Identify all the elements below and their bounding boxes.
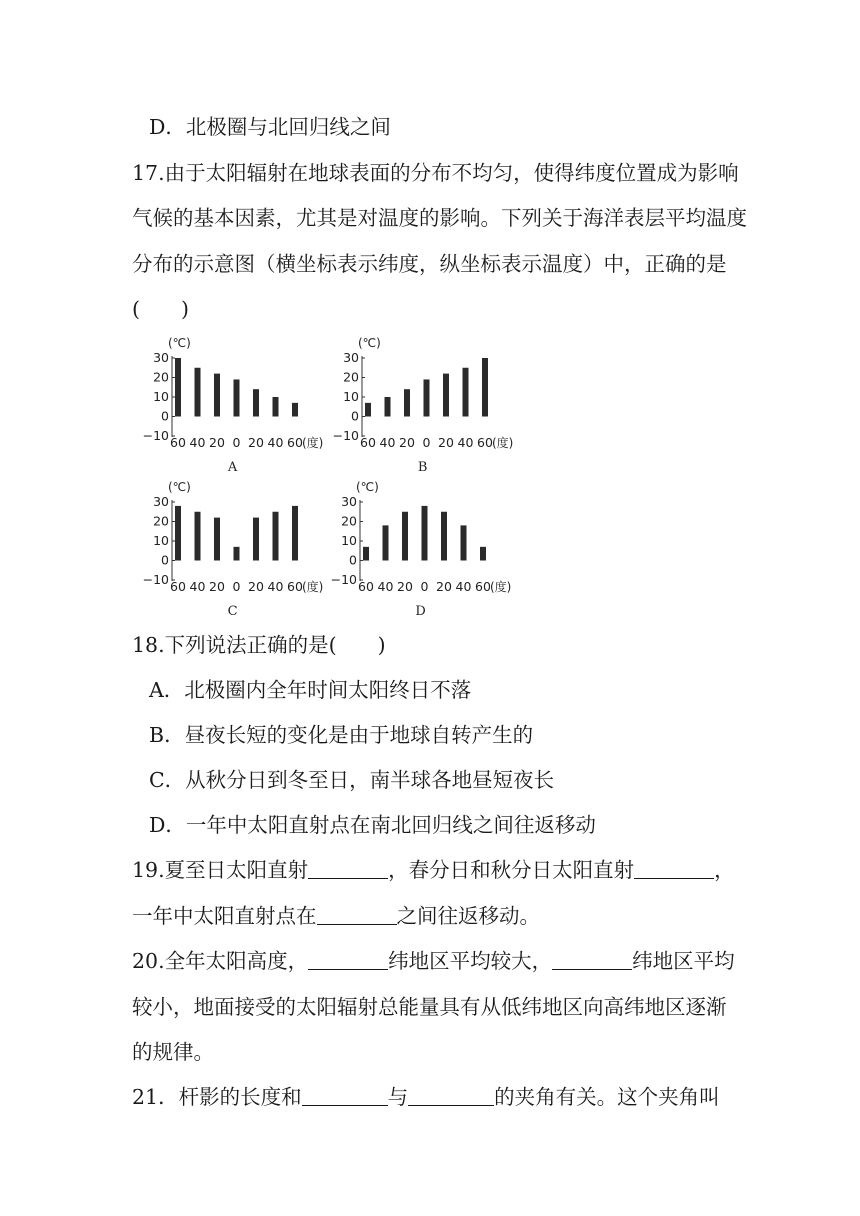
chart-c bbox=[132, 474, 322, 624]
y-tick-label: 20 bbox=[153, 369, 169, 385]
bar-6 bbox=[482, 358, 488, 417]
chart-a-svg bbox=[132, 330, 322, 480]
x-tick-label: 40 bbox=[267, 579, 284, 594]
chart-option-letter: D bbox=[415, 604, 426, 619]
bar-2 bbox=[214, 518, 220, 561]
x-tick-label: 40 bbox=[189, 579, 206, 594]
x-tick-label: 0 bbox=[420, 579, 429, 594]
y-axis-unit-label: (℃) bbox=[168, 336, 191, 350]
q17-stem-line-1: 17.由于太阳辐射在地球表面的分布不均匀，使得纬度位置成为影响 bbox=[132, 161, 739, 185]
x-axis-unit-label: (度) bbox=[492, 436, 514, 450]
y-tick-label: 0 bbox=[349, 552, 357, 568]
q18-option-c: C．从秋分日到冬至日，南半球各地昼短夜长 bbox=[149, 768, 555, 792]
x-tick-label: 40 bbox=[267, 435, 284, 450]
bar-1 bbox=[383, 525, 389, 560]
x-axis-unit-label: (度) bbox=[302, 436, 324, 450]
x-tick-label: 60 bbox=[287, 579, 303, 594]
y-tick-label: −10 bbox=[332, 428, 359, 443]
y-axis-unit-label: (℃) bbox=[168, 480, 191, 494]
x-tick-label: 40 bbox=[189, 435, 206, 450]
bar-2 bbox=[402, 512, 408, 561]
bar-4 bbox=[253, 518, 259, 561]
x-tick-label: 60 bbox=[360, 435, 376, 450]
bar-5 bbox=[463, 368, 469, 417]
x-axis-unit-label: (度) bbox=[302, 580, 324, 594]
q19-text-3: ， bbox=[714, 858, 735, 882]
bar-4 bbox=[441, 512, 447, 561]
chart-d-svg bbox=[320, 474, 510, 624]
y-tick-label: 10 bbox=[343, 389, 359, 404]
x-tick-label: 60 bbox=[477, 435, 493, 450]
q18-option-b: B．昼夜长短的变化是由于地球自转产生的 bbox=[149, 723, 534, 747]
y-axis-unit-label: (℃) bbox=[356, 480, 379, 494]
bar-3 bbox=[424, 379, 430, 416]
bar-5 bbox=[273, 397, 279, 417]
y-tick-label: 10 bbox=[341, 533, 357, 548]
bar-5 bbox=[461, 525, 467, 560]
q19-text-5: 之间往返移动。 bbox=[396, 904, 540, 928]
bar-3 bbox=[234, 379, 240, 416]
y-tick-label: 10 bbox=[153, 533, 169, 548]
y-tick-label: 30 bbox=[343, 350, 359, 365]
q18-option-d: D．一年中太阳直射点在南北回归线之间往返移动 bbox=[149, 813, 596, 837]
x-tick-label: 20 bbox=[248, 435, 264, 450]
y-tick-label: 30 bbox=[153, 494, 169, 509]
x-tick-label: 60 bbox=[475, 579, 491, 594]
x-tick-label: 20 bbox=[397, 579, 413, 594]
x-tick-label: 20 bbox=[438, 435, 454, 450]
q19-blank-1[interactable] bbox=[308, 860, 388, 879]
x-tick-label: 20 bbox=[209, 579, 225, 594]
q19-blank-3[interactable] bbox=[317, 906, 397, 925]
bar-1 bbox=[195, 512, 201, 561]
chart-option-letter: C bbox=[227, 604, 238, 619]
bar-0 bbox=[175, 358, 181, 417]
y-tick-label: −10 bbox=[142, 572, 169, 587]
x-tick-label: 20 bbox=[209, 435, 225, 450]
bar-0 bbox=[175, 506, 181, 561]
q19-blank-2[interactable] bbox=[634, 860, 714, 879]
x-tick-label: 40 bbox=[377, 579, 394, 594]
x-tick-label: 20 bbox=[399, 435, 415, 450]
chart-option-letter: A bbox=[227, 460, 238, 475]
q20-text-2: 纬地区平均较大， bbox=[388, 949, 553, 973]
x-tick-label: 0 bbox=[232, 435, 241, 450]
q21-blank-2[interactable] bbox=[408, 1087, 494, 1106]
q20-text-3: 纬地区平均 bbox=[632, 949, 735, 973]
q19-line-2 bbox=[132, 903, 540, 929]
chart-d bbox=[320, 474, 510, 624]
x-tick-label: 40 bbox=[379, 435, 396, 450]
q19-text-4: 一年中太阳直射点在 bbox=[132, 904, 317, 928]
bar-4 bbox=[253, 389, 259, 416]
q20-text-1: 20.全年太阳高度， bbox=[132, 949, 309, 973]
y-tick-label: 30 bbox=[153, 350, 169, 365]
q16-option-d: D．北极圈与北回归线之间 bbox=[149, 115, 391, 139]
y-tick-label: 30 bbox=[341, 494, 357, 509]
bar-4 bbox=[443, 374, 449, 417]
x-tick-label: 60 bbox=[170, 435, 186, 450]
q20-blank-2[interactable] bbox=[552, 951, 632, 970]
q17-answer-paren: ( ) bbox=[132, 297, 189, 321]
q20-line-2: 较小，地面接受的太阳辐射总能量具有从低纬地区向高纬地区逐渐 bbox=[132, 995, 727, 1019]
x-tick-label: 40 bbox=[455, 579, 472, 594]
y-tick-label: 20 bbox=[341, 513, 357, 529]
y-tick-label: 0 bbox=[161, 408, 169, 424]
x-axis-unit-label: (度) bbox=[490, 580, 512, 594]
y-tick-label: 10 bbox=[153, 389, 169, 404]
x-tick-label: 60 bbox=[358, 579, 374, 594]
q21-blank-1[interactable] bbox=[302, 1087, 388, 1106]
x-tick-label: 40 bbox=[457, 435, 474, 450]
y-tick-label: 0 bbox=[351, 408, 359, 424]
q21-text-2: 与 bbox=[387, 1085, 409, 1109]
y-tick-label: 20 bbox=[153, 513, 169, 529]
y-tick-label: 20 bbox=[343, 369, 359, 385]
chart-a bbox=[132, 330, 322, 480]
chart-b bbox=[322, 330, 512, 480]
bar-6 bbox=[292, 506, 298, 561]
y-tick-label: −10 bbox=[142, 428, 169, 443]
bar-2 bbox=[404, 389, 410, 416]
y-axis-unit-label: (℃) bbox=[358, 336, 381, 350]
chart-b-svg bbox=[322, 330, 512, 480]
q19-text-2: ，春分日和秋分日太阳直射 bbox=[388, 858, 635, 882]
y-tick-label: −10 bbox=[330, 572, 357, 587]
bar-2 bbox=[214, 374, 220, 417]
q18-option-a: A．北极圈内全年时间太阳终日不落 bbox=[149, 678, 472, 702]
q20-blank-1[interactable] bbox=[308, 951, 388, 970]
bar-0 bbox=[363, 547, 369, 561]
q21-line-1 bbox=[132, 1084, 720, 1110]
q21-text-3: 的夹角有关。这个夹角叫 bbox=[494, 1085, 720, 1109]
q20-line-3: 的规律。 bbox=[132, 1040, 214, 1064]
q20-line-1 bbox=[132, 948, 735, 974]
bar-1 bbox=[385, 397, 391, 417]
x-tick-label: 60 bbox=[170, 579, 186, 594]
q19-line-1 bbox=[132, 857, 735, 883]
x-tick-label: 60 bbox=[287, 435, 303, 450]
q21-text-1: 21．杆影的长度和 bbox=[132, 1085, 302, 1109]
q18-stem: 18.下列说法正确的是( ) bbox=[132, 633, 386, 657]
bar-5 bbox=[273, 512, 279, 561]
bar-3 bbox=[422, 506, 428, 561]
chart-option-letter: B bbox=[417, 460, 428, 475]
bar-1 bbox=[195, 368, 201, 417]
bar-3 bbox=[234, 547, 240, 561]
x-tick-label: 0 bbox=[422, 435, 431, 450]
x-tick-label: 0 bbox=[232, 579, 241, 594]
q17-stem-line-2: 气候的基本因素，尤其是对温度的影响。下列关于海洋表层平均温度 bbox=[132, 206, 747, 230]
bar-6 bbox=[480, 547, 486, 561]
y-tick-label: 0 bbox=[161, 552, 169, 568]
q19-text-1: 19.夏至日太阳直射 bbox=[132, 858, 309, 882]
q17-stem-line-3: 分布的示意图（横坐标表示纬度，纵坐标表示温度）中，正确的是 bbox=[132, 252, 727, 276]
bar-6 bbox=[292, 403, 298, 417]
chart-c-svg bbox=[132, 474, 322, 624]
bar-0 bbox=[365, 403, 371, 417]
x-tick-label: 20 bbox=[248, 579, 264, 594]
x-tick-label: 20 bbox=[436, 579, 452, 594]
